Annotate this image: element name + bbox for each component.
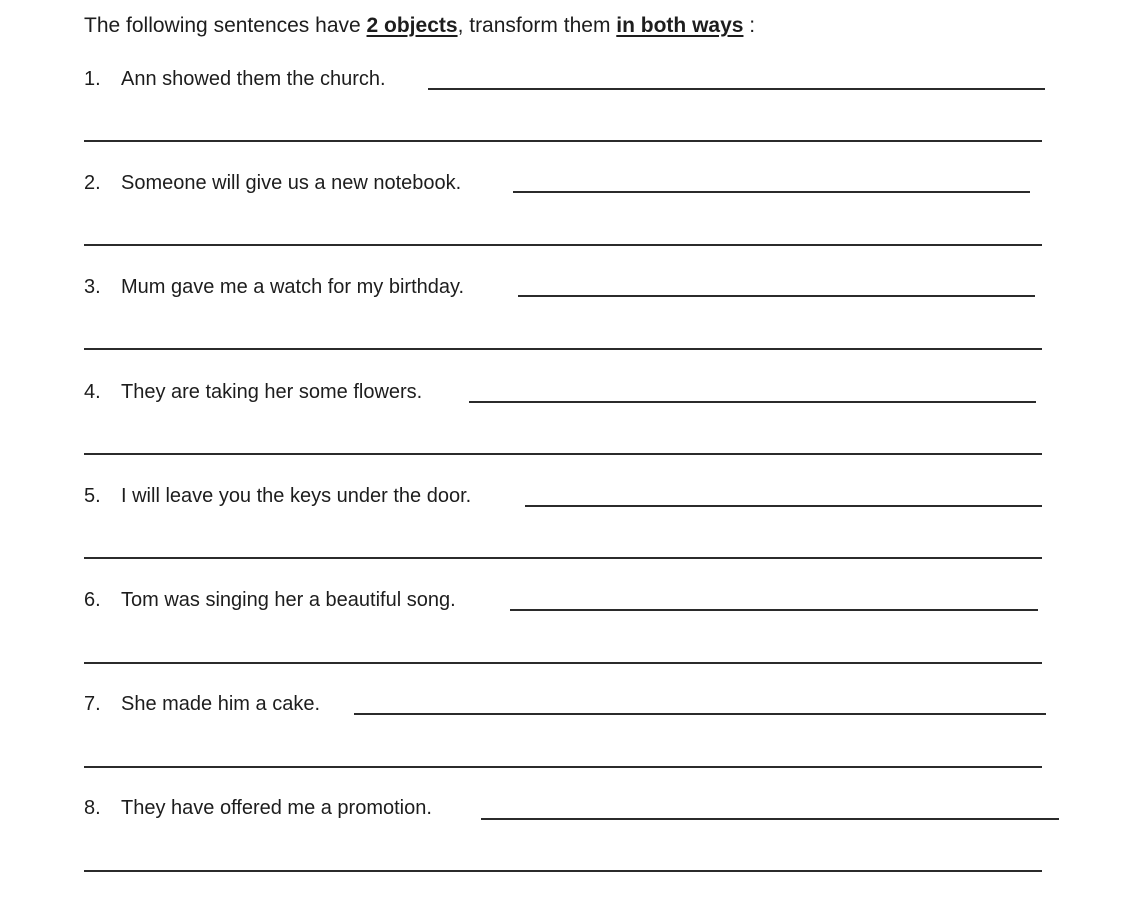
answer-line-7a[interactable] bbox=[354, 713, 1046, 715]
item-sentence: I will leave you the keys under the door. bbox=[121, 485, 472, 507]
answer-line-8b[interactable] bbox=[84, 870, 1042, 872]
item-sentence: Mum gave me a watch for my birthday. bbox=[121, 276, 465, 298]
answer-line-5a[interactable] bbox=[525, 505, 1042, 507]
answer-line-3b[interactable] bbox=[84, 348, 1042, 350]
answer-line-2a[interactable] bbox=[513, 191, 1030, 193]
item-sentence: They have offered me a promotion. bbox=[121, 797, 432, 819]
item-number: 8. bbox=[84, 797, 101, 819]
answer-line-4b[interactable] bbox=[84, 453, 1042, 455]
item-sentence: She made him a cake. bbox=[121, 693, 320, 715]
instructions-text-1: The following sentences have bbox=[84, 14, 367, 37]
answer-line-2b[interactable] bbox=[84, 244, 1042, 246]
item-sentence: Ann showed them the church. bbox=[121, 68, 386, 90]
answer-line-6a[interactable] bbox=[510, 609, 1038, 611]
item-sentence: Someone will give us a new notebook. bbox=[121, 172, 462, 194]
item-number: 4. bbox=[84, 381, 101, 403]
item-number: 2. bbox=[84, 172, 101, 194]
item-number: 1. bbox=[84, 68, 101, 90]
answer-line-4a[interactable] bbox=[469, 401, 1036, 403]
answer-line-6b[interactable] bbox=[84, 662, 1042, 664]
answer-line-1b[interactable] bbox=[84, 140, 1042, 142]
answer-line-5b[interactable] bbox=[84, 557, 1042, 559]
instructions-emphasis-ways: in both ways bbox=[616, 14, 744, 37]
item-number: 6. bbox=[84, 589, 101, 611]
instructions-emphasis-objects: 2 objects bbox=[366, 14, 458, 37]
answer-line-1a[interactable] bbox=[428, 88, 1045, 90]
item-number: 7. bbox=[84, 693, 101, 715]
worksheet-instructions bbox=[84, 12, 755, 40]
item-sentence: They are taking her some flowers. bbox=[121, 381, 423, 403]
answer-line-7b[interactable] bbox=[84, 766, 1042, 768]
instructions-text-2: , transform them bbox=[457, 14, 617, 37]
answer-line-3a[interactable] bbox=[518, 295, 1035, 297]
item-number: 3. bbox=[84, 276, 101, 298]
instructions-text-3: : bbox=[743, 14, 756, 37]
item-number: 5. bbox=[84, 485, 101, 507]
answer-line-8a[interactable] bbox=[481, 818, 1059, 820]
item-sentence: Tom was singing her a beautiful song. bbox=[121, 589, 456, 611]
